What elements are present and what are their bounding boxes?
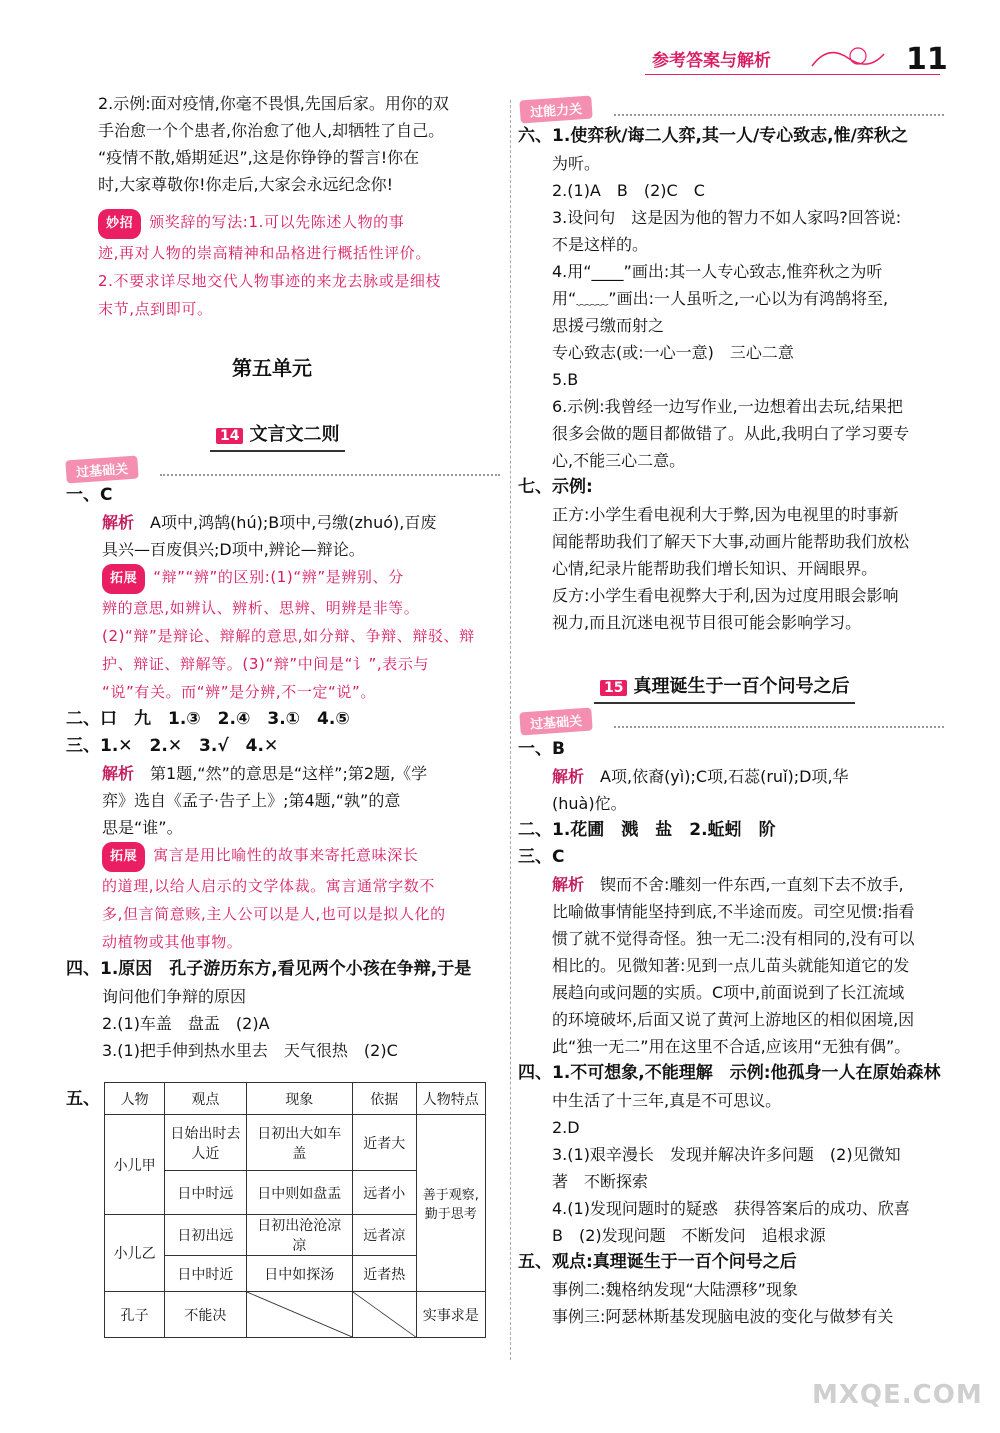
q6-line: 思援弓缴而射之: [552, 316, 665, 335]
table-cell: 日始出时去人近: [165, 1115, 246, 1171]
q5-answer: 五、观点:真理诞生于一百个问号之后: [518, 1252, 797, 1272]
table-cell: 小儿甲: [105, 1115, 165, 1215]
ext-badge: 拓展: [102, 564, 145, 594]
tip-line: 迹,再对人物的崇高精神和品格进行概括性评价。: [98, 244, 431, 262]
jiexi-text: 弈》选自《孟子·告子上》;第4题,“孰”的意: [102, 791, 401, 810]
table-cell: 日初出沧沧凉凉: [246, 1215, 352, 1256]
tip-badge: 妙招: [98, 209, 141, 239]
table-header: 人物: [105, 1083, 165, 1115]
q6-line: 3.设问句 这是因为他的智力不如人家吗?回答说:: [552, 208, 902, 227]
table-cell: 日初出大如车盖: [246, 1115, 352, 1171]
q6-line: 用“﹏﹏”画出:一人虽听之,一心以为有鸿鹄将至,: [552, 289, 889, 308]
lesson-number: 15: [600, 680, 627, 696]
q7-line: 反方:小学生看电视弊大于利,因为过度用眼会影响: [552, 586, 899, 605]
lesson-number: 14: [216, 428, 243, 444]
table-cell: 近者热: [352, 1256, 416, 1292]
page-number: 11: [906, 42, 948, 77]
ext-line: “说”有关。而“辨”是分辨,不一定“说”。: [102, 683, 376, 701]
dotted-rule: [614, 114, 944, 116]
tip-line: 颁奖辞的写法:1.可以先陈述人物的事: [149, 213, 405, 231]
q4-line: 询问他们争辩的原因: [102, 987, 247, 1006]
table-cell: 小儿乙: [105, 1215, 165, 1292]
q4-line: 3.(1)艰辛漫长 发现并解决许多问题 (2)见微知: [552, 1145, 901, 1164]
column-divider: [510, 100, 511, 1360]
jiexi-text: 惯了就不觉得奇怪。独一无二:没有相同的,没有可以: [552, 929, 915, 948]
lesson-title: [210, 420, 345, 452]
table-cell: 善于观察,勤于思考: [416, 1115, 485, 1292]
q6-line: 5.B: [552, 370, 579, 389]
jiexi-text: 第1题,“然”的意思是“这样”;第2题,《学: [150, 764, 428, 783]
jiexi-text: A项,依裔(yì);C项,石蕊(ruǐ);D项,华: [600, 767, 849, 786]
right-answers-15: [518, 736, 958, 1330]
q4-line: 4.(1)发现问题时的疑惑 获得答案后的成功、欣喜: [552, 1199, 910, 1218]
jiexi-text: 展趋向或问题的实质。C项中,前面说到了长江流域: [552, 983, 905, 1002]
table-cell: 日中如探汤: [246, 1256, 352, 1292]
text-line: 手治愈一个个患者,你治愈了他人,却牺牲了自己。: [98, 121, 445, 140]
ext-line: (2)“辩”是辩论、辩解的意思,如分辩、争辩、辩驳、辩: [102, 627, 475, 645]
table-empty-cell: [246, 1292, 352, 1338]
table-cell: 日初出远: [165, 1215, 246, 1256]
q6-line: 很多会做的题目都做错了。从此,我明白了学习要专: [552, 424, 910, 443]
lesson-name: 真理诞生于一百个问号之后: [633, 676, 850, 697]
q6-line: 2.(1)A B (2)C C: [552, 181, 705, 200]
ext-line: 的道理,以给人启示的文学体裁。寓言通常字数不: [102, 877, 435, 895]
ext-line: 动植物或其他事物。: [102, 933, 243, 951]
q6-line: 为听。: [552, 154, 601, 173]
q4-line: 2.D: [552, 1118, 580, 1137]
q4-line: 著 不断探索: [552, 1172, 649, 1191]
table-cell: 近者大: [352, 1115, 416, 1171]
table-header: 依据: [352, 1083, 416, 1115]
table-header: 现象: [246, 1083, 352, 1115]
table-cell: 日中时远: [165, 1171, 246, 1215]
watermark: MXQE.COM: [812, 1380, 983, 1410]
q4-line: 2.(1)车盖 盘盂 (2)A: [102, 1014, 270, 1033]
jiexi-text: 比喻做事情能坚持到底,不半途而废。司空见惯:指看: [552, 902, 915, 921]
q7-answer: 七、示例:: [518, 477, 593, 497]
jiexi-label: 解析: [552, 875, 585, 894]
ext-line: 多,但言简意赅,主人公可以是人,也可以是拟人化的: [102, 905, 446, 923]
stage-stamp: 过基础关: [65, 456, 138, 484]
q7-line: 正方:小学生看电视利大于弊,因为电视里的时事新: [552, 505, 899, 524]
q7-line: 心情,纪录片能帮助我们增长知识、开阔眼界。: [552, 559, 878, 578]
q6-line: 不是这样的。: [552, 235, 649, 254]
q6-answer: 六、1.使弈秋/诲二人弈,其一人/专心致志,惟/弈秋之: [518, 126, 908, 146]
q1-answer: 一、C: [66, 485, 113, 505]
header-rule: [645, 74, 940, 75]
q6-line: 心,不能三心二意。: [552, 451, 686, 470]
lesson-name: 文言文二则: [249, 424, 340, 445]
q6-line: 6.示例:我曾经一边写作业,一边想着出去玩,结果把: [552, 397, 903, 416]
ext-line: 辨的意思,如辨认、辨析、思辨、明辨是非等。: [102, 599, 420, 617]
right-answers-6: [518, 123, 958, 636]
q4-answer: 四、1.原因 孔子游历东方,看见两个小孩在争辩,于是: [66, 959, 472, 979]
unit-title: 第五单元: [232, 356, 312, 380]
q7-line: 闻能帮助我们了解天下大事,动画片能帮助我们放松: [552, 532, 910, 551]
jiexi-label: 解析: [102, 764, 135, 783]
stage-stamp: 过能力关: [519, 96, 592, 124]
table-cell: 远者小: [352, 1171, 416, 1215]
q4-answer: 四、1.不可想象,不能理解 示例:他孤身一人在原始森林: [518, 1063, 941, 1083]
tip-block: [98, 208, 441, 323]
jiexi-text: 此“独一无二”用在这里不合适,应该用“无独有偶”。: [552, 1037, 911, 1056]
diagonal-line: [353, 1292, 416, 1337]
q5-line: 事例二:魏格纳发现“大陆漂移”现象: [552, 1280, 798, 1299]
table-cell: 不能决: [165, 1292, 246, 1338]
q2-answer: 二、口 九 1.③ 2.④ 3.① 4.⑤: [66, 709, 350, 729]
ext-line: 护、辩证、辩解等。(3)“辩”中间是“讠”,表示与: [102, 655, 430, 673]
lesson-title: [594, 672, 855, 704]
table-cell: 实事求是: [416, 1292, 485, 1338]
left-intro: [98, 90, 449, 198]
table-header: 观点: [165, 1083, 246, 1115]
text-line: 2.示例:面对疫情,你毫不畏惧,先国后家。用你的双: [98, 94, 449, 113]
answer-table: [104, 1082, 486, 1338]
table-cell: 日中则如盘盂: [246, 1171, 352, 1215]
q4-line: 中生活了十三年,真是不可思议。: [552, 1091, 782, 1110]
table-empty-cell: [352, 1292, 416, 1338]
table-cell: 日中时近: [165, 1256, 246, 1292]
q1-answer: 一、B: [518, 739, 565, 759]
table-header: 人物特点: [416, 1083, 485, 1115]
dotted-rule: [614, 726, 944, 728]
jiexi-label: 解析: [552, 767, 585, 786]
q3-answer: 三、C: [518, 847, 565, 867]
q6-line: 4.用“____”画出:其一人专心致志,惟弈秋之为听: [552, 262, 883, 281]
tip-line: 2.不要求详尽地交代人物事迹的来龙去脉或是细枝: [98, 272, 442, 290]
table-cell: 远者凉: [352, 1215, 416, 1256]
jiexi-text: 锲而不舍:雕刻一件东西,一直刻下去不放手,: [600, 875, 904, 894]
table-cell: 孔子: [105, 1292, 165, 1338]
ext-line: 寓言是用比喻性的故事来寄托意味深长: [153, 846, 419, 864]
jiexi-label: 解析: [102, 513, 135, 532]
q7-line: 视力,而且沉迷电视节目很可能会影响学习。: [552, 613, 862, 632]
diagonal-line: [247, 1292, 352, 1337]
q3-answer: 三、1.✕ 2.✕ 3.√ 4.✕: [66, 736, 279, 756]
ext-badge: 拓展: [102, 842, 145, 872]
left-answers: [66, 482, 506, 1064]
q2-answer: 二、1.花圃 溅 盐 2.蚯蚓 阶: [518, 820, 776, 840]
jiexi-text: 相比的。见微知著:见到一点儿苗头就能知道它的发: [552, 956, 910, 975]
ext-line: “辩”“辨”的区别:(1)“辨”是辨别、分: [153, 568, 404, 586]
dotted-rule: [160, 474, 500, 476]
text-line: “疫情不散,婚期延迟”,这是你铮铮的誓言!你在: [98, 148, 420, 167]
stage-stamp: 过基础关: [519, 708, 592, 736]
decoration-icon: [808, 40, 888, 76]
q6-line: 专心致志(或:一心一意) 三心二意: [552, 343, 794, 362]
header-title: 参考答案与解析: [652, 51, 771, 71]
jiexi-text: A项中,鸿鹄(hú);B项中,弓缴(zhuó),百废: [150, 513, 437, 532]
q5-label: 五、: [66, 1089, 100, 1109]
q5-line: 事例三:阿瑟林斯基发现脑电波的变化与做梦有关: [552, 1307, 894, 1326]
q4-line: 3.(1)把手伸到热水里去 天气很热 (2)C: [102, 1041, 398, 1060]
jiexi-text: 具兴—百废俱兴;D项中,辨论—辩论。: [102, 540, 365, 559]
q4-line: B (2)发现问题 不断发问 追根求源: [552, 1226, 826, 1245]
text-line: 时,大家尊敬你!你走后,大家会永远纪念你!: [98, 175, 394, 194]
jiexi-text: 的环境破坏,后面又说了黄河上游地区的相似困境,因: [552, 1010, 915, 1029]
tip-line: 末节,点到即可。: [98, 300, 213, 318]
jiexi-text: (huà)佗。: [552, 794, 627, 813]
jiexi-text: 思是“谁”。: [102, 818, 183, 837]
